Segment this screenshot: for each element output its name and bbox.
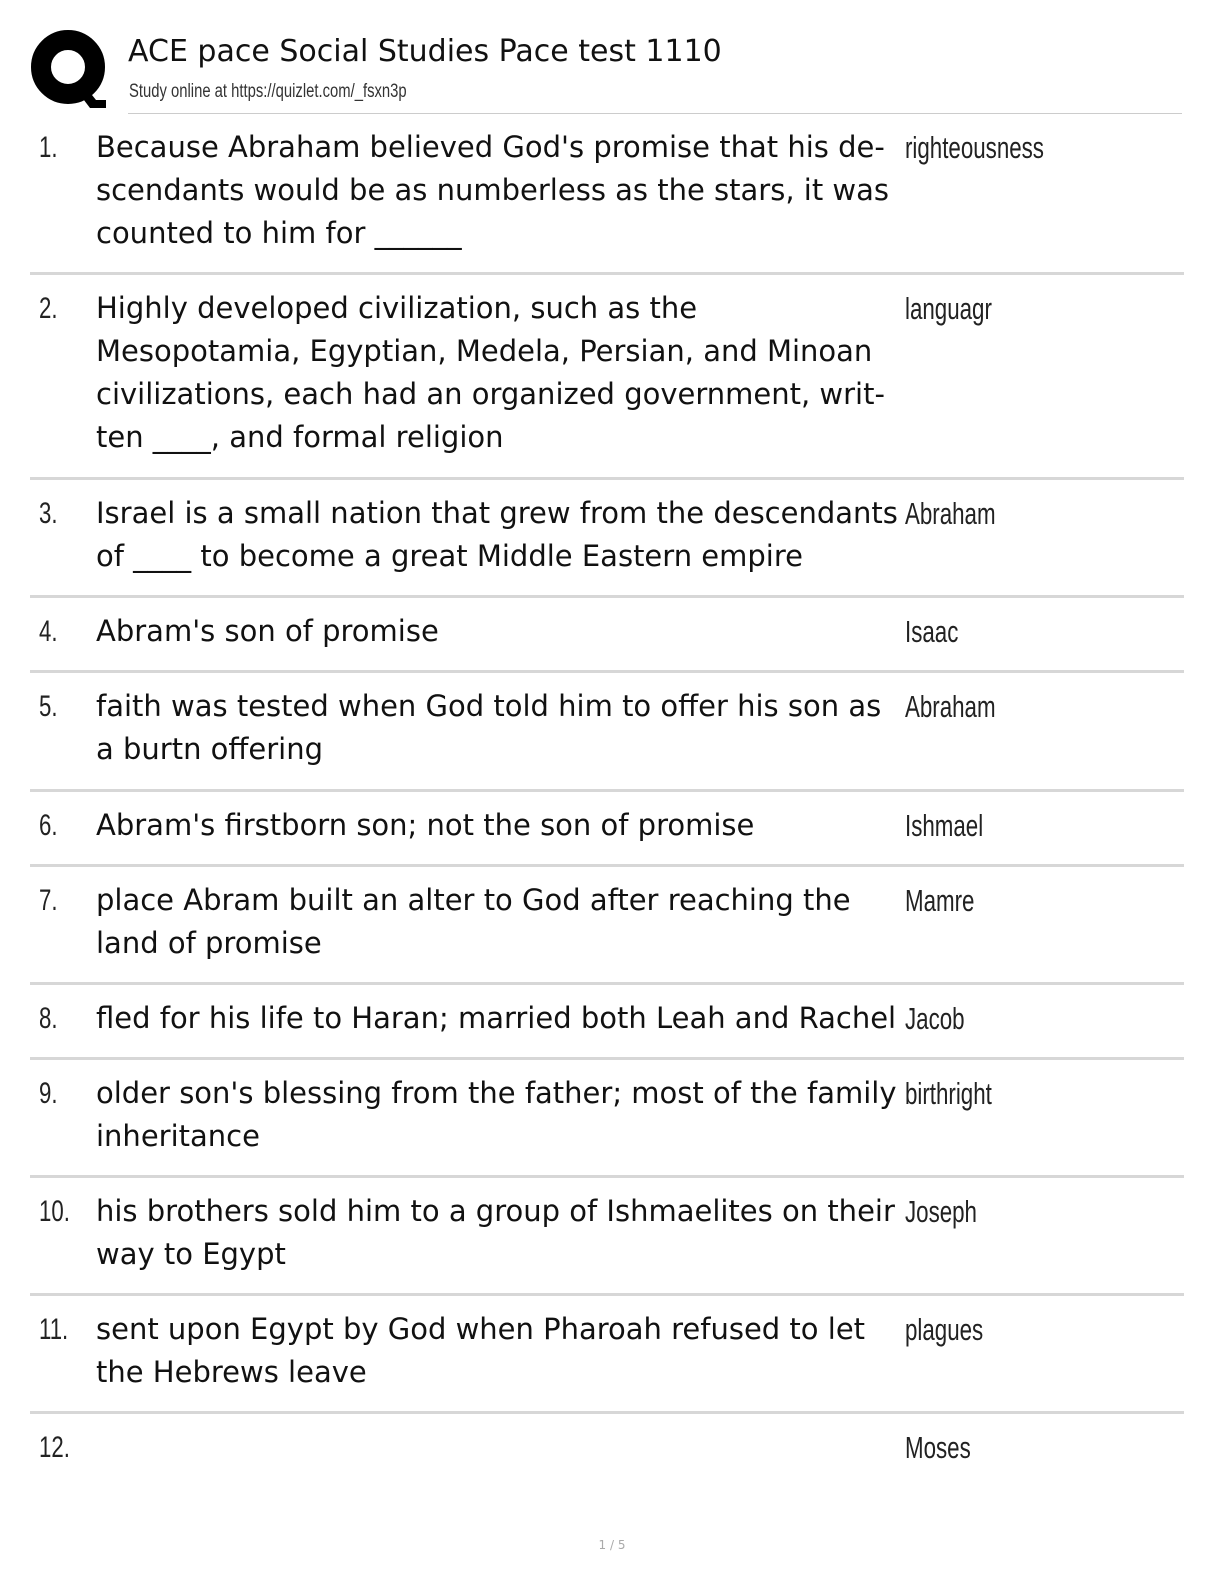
- flashcard-row: [30, 792, 1184, 867]
- card-number: 7.: [39, 884, 58, 917]
- card-number: 12.: [39, 1431, 70, 1464]
- quizlet-logo-icon: [30, 30, 108, 108]
- page-number: 1 / 5: [598, 1538, 626, 1552]
- flashcard-row: [30, 275, 1184, 480]
- card-number: 11.: [39, 1313, 69, 1346]
- card-term: Because Abraham believed God's promise that his de-scendants would be as numberless as the stars, it was counted to him for ______: [96, 130, 890, 250]
- card-term: Abram's firstborn son; not the son of promise: [96, 808, 755, 842]
- card-definition: Abraham: [905, 496, 996, 531]
- card-number: 6.: [39, 809, 58, 842]
- flashcard-row: [30, 480, 1184, 598]
- card-term: Israel is a small nation that grew from the descendants of ____ to become a great Middle Eastern empire: [96, 496, 898, 573]
- flashcard-row: [30, 673, 1184, 792]
- flashcard-row: [30, 1296, 1184, 1414]
- card-definition: Jacob: [905, 1001, 965, 1036]
- card-term: Abram's son of promise: [96, 614, 439, 648]
- card-definition: languagr: [905, 291, 992, 326]
- card-number: 1.: [39, 131, 58, 164]
- study-online-link[interactable]: Study online at https://quizlet.com/_fsxn3p: [129, 81, 407, 102]
- card-definition: righteousness: [905, 130, 1044, 165]
- card-definition: Abraham: [905, 689, 996, 724]
- card-definition: Moses: [905, 1430, 971, 1465]
- flashcard-row: [30, 598, 1184, 673]
- card-number: 5.: [39, 690, 58, 723]
- card-number: 3.: [39, 497, 58, 530]
- card-number: 8.: [39, 1002, 58, 1035]
- card-definition: Joseph: [905, 1194, 977, 1229]
- card-definition: plagues: [905, 1312, 984, 1347]
- flashcard-row: [30, 1414, 1184, 1494]
- card-definition: birthright: [905, 1076, 992, 1111]
- flashcard-row: [30, 1060, 1184, 1178]
- flashcard-row: [30, 1178, 1184, 1296]
- card-number: 10.: [39, 1195, 70, 1228]
- flashcard-row: [30, 985, 1184, 1060]
- card-definition: Mamre: [905, 883, 975, 918]
- card-term: fled for his life to Haran; married both Leah and Rachel: [96, 1001, 897, 1035]
- card-number: 4.: [39, 615, 58, 648]
- card-term: faith was tested when God told him to offer his son as a burtn offering: [96, 689, 882, 766]
- flashcard-row: [30, 114, 1184, 275]
- page-title: ACE pace Social Studies Pace test 1110: [128, 34, 722, 69]
- card-number: 9.: [39, 1077, 58, 1110]
- card-term: Highly developed civilization, such as the Mesopotamia, Egyptian, Medela, Persian, and Minoan civilizations, each had an organized government, writ-ten ____, and formal religion: [96, 291, 885, 454]
- card-term: his brothers sold him to a group of Ishmaelites on their way to Egypt: [96, 1194, 895, 1271]
- card-term: older son's blessing from the father; most of the family inheritance: [96, 1076, 897, 1153]
- card-definition: Isaac: [905, 614, 959, 649]
- card-term: place Abram built an alter to God after reaching the land of promise: [96, 883, 851, 960]
- flashcard-list: [30, 114, 1184, 1494]
- flashcard-row: [30, 867, 1184, 985]
- card-number: 2.: [39, 292, 58, 325]
- card-definition: Ishmael: [905, 808, 984, 843]
- card-term: sent upon Egypt by God when Pharoah refused to let the Hebrews leave: [96, 1312, 866, 1389]
